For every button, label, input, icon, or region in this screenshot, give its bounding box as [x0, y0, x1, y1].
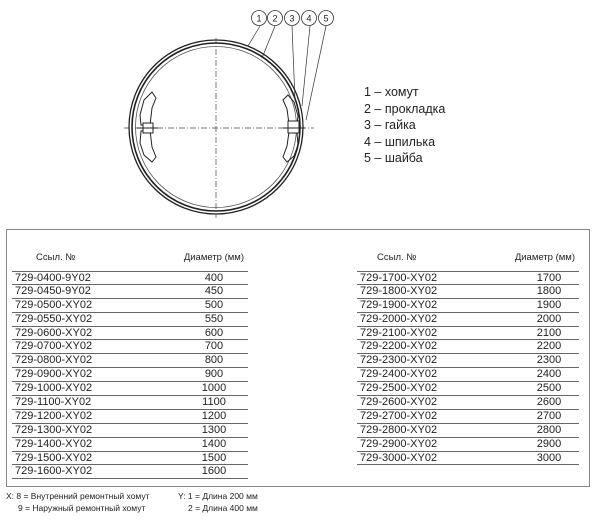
ref-number: 729-1500-XY02	[15, 451, 93, 464]
note-y1: Y: 1 = Длина 200 мм	[178, 491, 258, 501]
ref-number: 729-1400-XY02	[15, 437, 93, 450]
diameter-value: 2100	[536, 326, 562, 339]
diameter-value: 2600	[536, 396, 562, 409]
diameter-value: 500	[204, 298, 224, 311]
table-row	[12, 410, 248, 424]
diameter-value: 700	[204, 340, 224, 353]
ref-number: 729-0800-XY02	[15, 354, 93, 367]
legend-item: 3 – гайка	[364, 118, 416, 132]
diameter-value: 1700	[536, 272, 562, 284]
diameter-value: 900	[204, 368, 224, 381]
ref-number: 729-0900-XY02	[15, 368, 93, 381]
table-header	[357, 249, 579, 271]
header-ref: Ссыл. №	[377, 252, 417, 263]
table-row	[12, 465, 248, 479]
diameter-value: 1000	[201, 382, 227, 395]
diameter-value: 550	[204, 312, 224, 325]
ref-number: 729-0700-XY02	[15, 340, 93, 353]
ref-number: 729-2600-XY02	[360, 396, 438, 409]
table-row	[357, 368, 579, 382]
table-row	[357, 438, 579, 452]
right-joint	[283, 95, 305, 162]
ref-number: 729-0400-9Y02	[15, 272, 91, 284]
table-row	[357, 410, 579, 424]
table-row	[12, 382, 248, 396]
diameter-value: 1500	[201, 451, 227, 464]
table-column-left	[12, 249, 248, 479]
diameter-value: 1600	[201, 465, 227, 478]
ref-number: 729-2000-XY02	[360, 312, 438, 325]
table-row	[357, 271, 579, 285]
table-row	[357, 285, 579, 299]
callout-3: 3	[289, 13, 295, 24]
ref-number: 729-0500-XY02	[15, 298, 93, 311]
legend-item: 2 – прокладка	[364, 101, 446, 116]
callout-2: 2	[272, 13, 278, 24]
ref-number: 729-1300-XY02	[15, 423, 93, 436]
table-row	[12, 368, 248, 382]
legend-item: 1 – хомут	[364, 85, 419, 99]
table-row	[12, 424, 248, 438]
reference-table	[6, 229, 590, 487]
header-diameter: Диаметр (мм)	[514, 252, 575, 263]
table-rows-left	[12, 271, 248, 479]
diameter-value: 2000	[536, 312, 562, 325]
diameter-value: 1800	[536, 284, 562, 297]
table-row	[357, 299, 579, 313]
legend-item: 5 – шайба	[364, 151, 423, 165]
ref-number: 729-2500-XY02	[360, 382, 438, 395]
ref-number: 729-2100-XY02	[360, 326, 438, 339]
diameter-value: 1900	[536, 298, 562, 311]
table-row	[12, 299, 248, 313]
table-row	[12, 313, 248, 327]
ref-number: 729-1000-XY02	[15, 382, 93, 395]
table-row	[12, 285, 248, 299]
diameter-value: 1100	[202, 396, 226, 409]
table-row	[357, 313, 579, 327]
ref-number: 729-0450-9Y02	[15, 284, 91, 297]
note-y2: 2 = Длина 400 мм	[188, 503, 258, 513]
ref-number: 729-1700-XY02	[360, 272, 438, 284]
diameter-value: 3000	[536, 451, 562, 464]
table-row	[357, 452, 579, 466]
table-rows-right	[357, 271, 579, 465]
diameter-value: 1400	[201, 437, 227, 450]
diameter-value: 400	[204, 272, 224, 284]
ref-number: 729-2900-XY02	[360, 437, 438, 450]
table-column-right	[357, 249, 579, 465]
table-row	[357, 327, 579, 341]
table-row	[357, 396, 579, 410]
diameter-value: 450	[204, 284, 224, 297]
table-row	[357, 340, 579, 354]
table-row	[12, 327, 248, 341]
table-row	[12, 396, 248, 410]
table-row	[357, 424, 579, 438]
ref-number: 729-1100-XY02	[15, 396, 92, 409]
note-x1: X: 8 = Внутренний ремонтный хомут	[6, 491, 150, 501]
ref-number: 729-2400-XY02	[360, 368, 438, 381]
diameter-value: 1200	[201, 409, 227, 422]
table-row	[12, 340, 248, 354]
callout-leaders	[248, 26, 326, 120]
header-diameter: Диаметр (мм)	[183, 252, 244, 263]
table-row	[357, 382, 579, 396]
table-row	[12, 438, 248, 452]
ref-number: 729-3000-XY02	[360, 451, 438, 464]
legend-item: 4 – шпилька	[364, 134, 436, 149]
clamp-drawing	[0, 0, 600, 225]
ref-number: 729-1900-XY02	[360, 298, 438, 311]
parts-legend	[364, 84, 445, 167]
ref-number: 729-2800-XY02	[360, 423, 438, 436]
ref-number: 729-2300-XY02	[360, 354, 438, 367]
ref-number: 729-1600-XY02	[15, 465, 93, 478]
diameter-value: 800	[204, 354, 224, 367]
diameter-value: 2500	[536, 382, 562, 395]
ref-number: 729-1200-XY02	[15, 409, 93, 422]
diameter-value: 2300	[536, 354, 562, 367]
table-row	[12, 452, 248, 466]
ref-number: 729-0550-XY02	[15, 312, 93, 325]
diameter-value: 2800	[536, 423, 562, 436]
callout-1: 1	[256, 13, 262, 24]
table-row	[12, 354, 248, 368]
header-ref: Ссыл. №	[36, 252, 76, 263]
ref-number: 729-2200-XY02	[360, 340, 438, 353]
table-header	[12, 249, 248, 271]
diameter-value: 600	[204, 326, 224, 339]
ref-number: 729-1800-XY02	[360, 284, 438, 297]
note-x2: 9 = Наружный ремонтный хомут	[18, 503, 146, 513]
diameter-value: 1300	[201, 423, 227, 436]
diameter-value: 2700	[536, 409, 562, 422]
left-joint	[137, 92, 158, 162]
table-row	[357, 354, 579, 368]
diameter-value: 2400	[536, 368, 562, 381]
callout-4: 4	[306, 13, 312, 24]
ref-number: 729-2700-XY02	[360, 409, 438, 422]
diameter-value: 2900	[536, 437, 562, 450]
ref-number: 729-0600-XY02	[15, 326, 93, 339]
table-row	[12, 271, 248, 285]
diameter-value: 2200	[536, 340, 562, 353]
callout-5: 5	[323, 13, 329, 24]
